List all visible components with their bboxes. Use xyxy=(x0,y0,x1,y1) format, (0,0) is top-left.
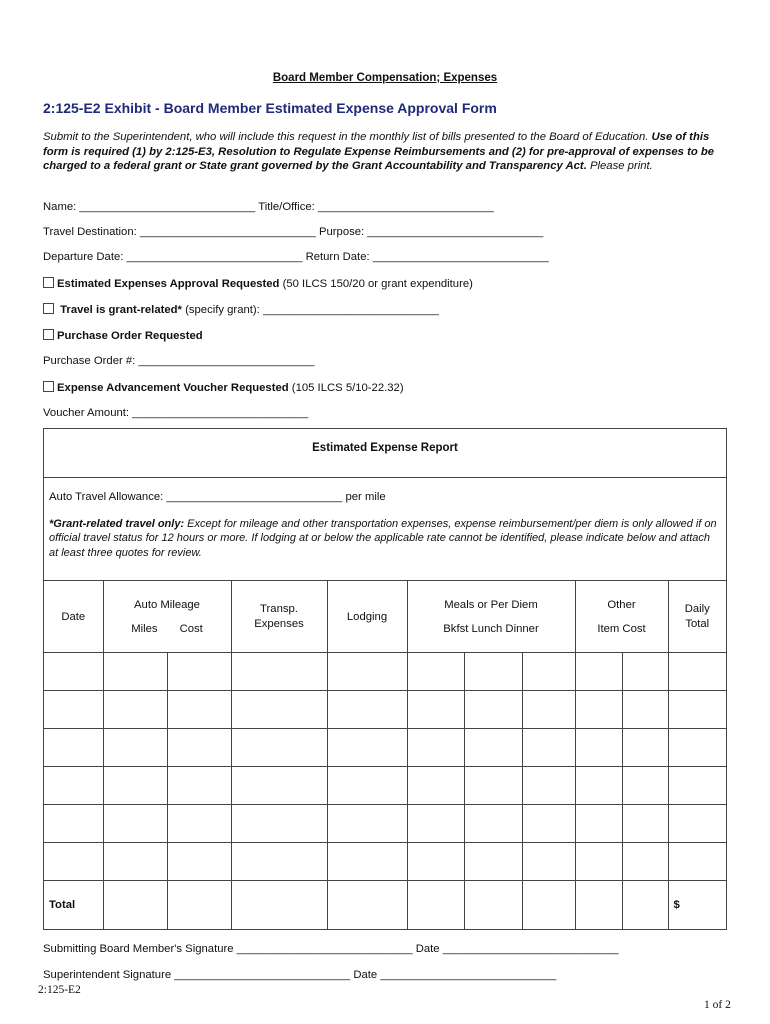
voucher-label: Expense Advancement Voucher Requested xyxy=(57,382,289,394)
expense-table xyxy=(44,580,726,929)
voucher-option[interactable] xyxy=(43,381,404,394)
col-lodging: Lodging xyxy=(327,581,407,653)
table-row xyxy=(44,691,726,729)
name-title-field[interactable]: Name: ____________________________ Title/Office: ____________________________ xyxy=(43,201,494,213)
auto-travel-allowance-field[interactable]: Auto Travel Allowance: ____________________________ per mile xyxy=(49,491,386,503)
document-header: Board Member Compensation; Expenses xyxy=(272,72,498,84)
purchase-order-label: Purchase Order Requested xyxy=(57,330,203,342)
total-row-label: Total xyxy=(44,881,103,930)
expense-report-box xyxy=(43,428,727,930)
table-row xyxy=(44,843,726,881)
col-date: Date xyxy=(44,581,103,653)
col-daily-total xyxy=(668,581,726,653)
grant-note-text: Except for mileage and other transportation expenses, expense reimbursement/per diem is only allowed if on official travel status for 12 hours or more. If lodging at or below the applicable rate cannot be identified, please indicate below and attach at least three quotes for review. xyxy=(49,518,717,559)
other-label: Other xyxy=(607,598,636,611)
estimated-expenses-note: (50 ILCS 150/20 or grant expenditure) xyxy=(279,278,473,290)
auto-mileage-label: Auto Mileage xyxy=(134,598,200,611)
voucher-amount-field[interactable]: Voucher Amount: ____________________________ xyxy=(43,407,309,419)
transp-label: Transp. xyxy=(260,602,298,615)
intro-line: Submit to the Superintendent, who will include this request in the monthly list of bills presented to the Board of Education. xyxy=(43,131,649,143)
purchase-order-number-field[interactable]: Purchase Order #: ____________________________ xyxy=(43,355,315,367)
col-other xyxy=(575,581,668,653)
expenses-label: Expenses xyxy=(254,617,304,630)
cost-label: Cost xyxy=(179,622,203,635)
purchase-order-option[interactable] xyxy=(43,329,203,342)
grant-related-option[interactable] xyxy=(43,303,439,316)
total-label: Total xyxy=(685,617,710,630)
report-divider xyxy=(44,477,726,478)
miles-label: Miles xyxy=(131,622,158,635)
item-cost-label: Item Cost xyxy=(597,622,646,635)
total-dollar-sign[interactable]: $ xyxy=(668,881,726,930)
grant-travel-note xyxy=(49,517,721,560)
meals-label: Meals or Per Diem xyxy=(444,598,538,611)
daily-label: Daily xyxy=(684,602,710,615)
col-transp xyxy=(231,581,327,653)
voucher-checkbox[interactable] xyxy=(43,381,54,392)
col-auto-mileage xyxy=(103,581,231,653)
meals-sub-label: Bkfst Lunch Dinner xyxy=(443,622,539,635)
grant-specify-field: (specify grant): ____________________________ xyxy=(181,304,439,316)
table-row xyxy=(44,653,726,691)
estimated-expenses-option[interactable] xyxy=(43,277,473,290)
report-title: Estimated Expense Report xyxy=(312,442,458,454)
form-title: 2:125-E2 Exhibit - Board Member Estimated Expense Approval Form xyxy=(43,100,497,116)
grant-note-label: *Grant-related travel only: xyxy=(49,518,185,530)
estimated-expenses-label: Estimated Expenses Approval Requested xyxy=(57,278,280,290)
table-row xyxy=(44,805,726,843)
departure-return-field[interactable]: Departure Date: ____________________________ Return Date: ____________________________ xyxy=(43,251,549,263)
voucher-statute: (105 ILCS 5/10-22.32) xyxy=(288,382,404,394)
table-row xyxy=(44,767,726,805)
table-row xyxy=(44,729,726,767)
grant-related-label: Travel is grant-related* xyxy=(60,304,182,316)
col-meals xyxy=(407,581,575,653)
page-number: 1 of 2 xyxy=(704,999,731,1011)
superintendent-signature-field[interactable]: Superintendent Signature ____________________________ Date ____________________________ xyxy=(43,969,557,981)
footer-code: 2:125-E2 xyxy=(38,984,81,996)
travel-purpose-field[interactable]: Travel Destination: ____________________________ Purpose: ____________________________ xyxy=(43,226,544,238)
member-signature-field[interactable]: Submitting Board Member's Signature ____________________________ Date ____________________________ xyxy=(43,943,619,955)
total-row xyxy=(44,881,726,930)
grant-related-checkbox[interactable] xyxy=(43,303,54,314)
intro-print-note: Please print. xyxy=(586,160,653,173)
purchase-order-checkbox[interactable] xyxy=(43,329,54,340)
intro-requirement: Use of this form is required (1) by 2:125-E3, Resolution to Regulate Expense Reimbursements and (2) for pre-approval of expenses to be charged to a federal grant or State grant governed by the Grant Accountability and Transparency Act. xyxy=(43,131,715,173)
intro-paragraph xyxy=(43,130,733,174)
estimated-expenses-checkbox[interactable] xyxy=(43,277,54,288)
